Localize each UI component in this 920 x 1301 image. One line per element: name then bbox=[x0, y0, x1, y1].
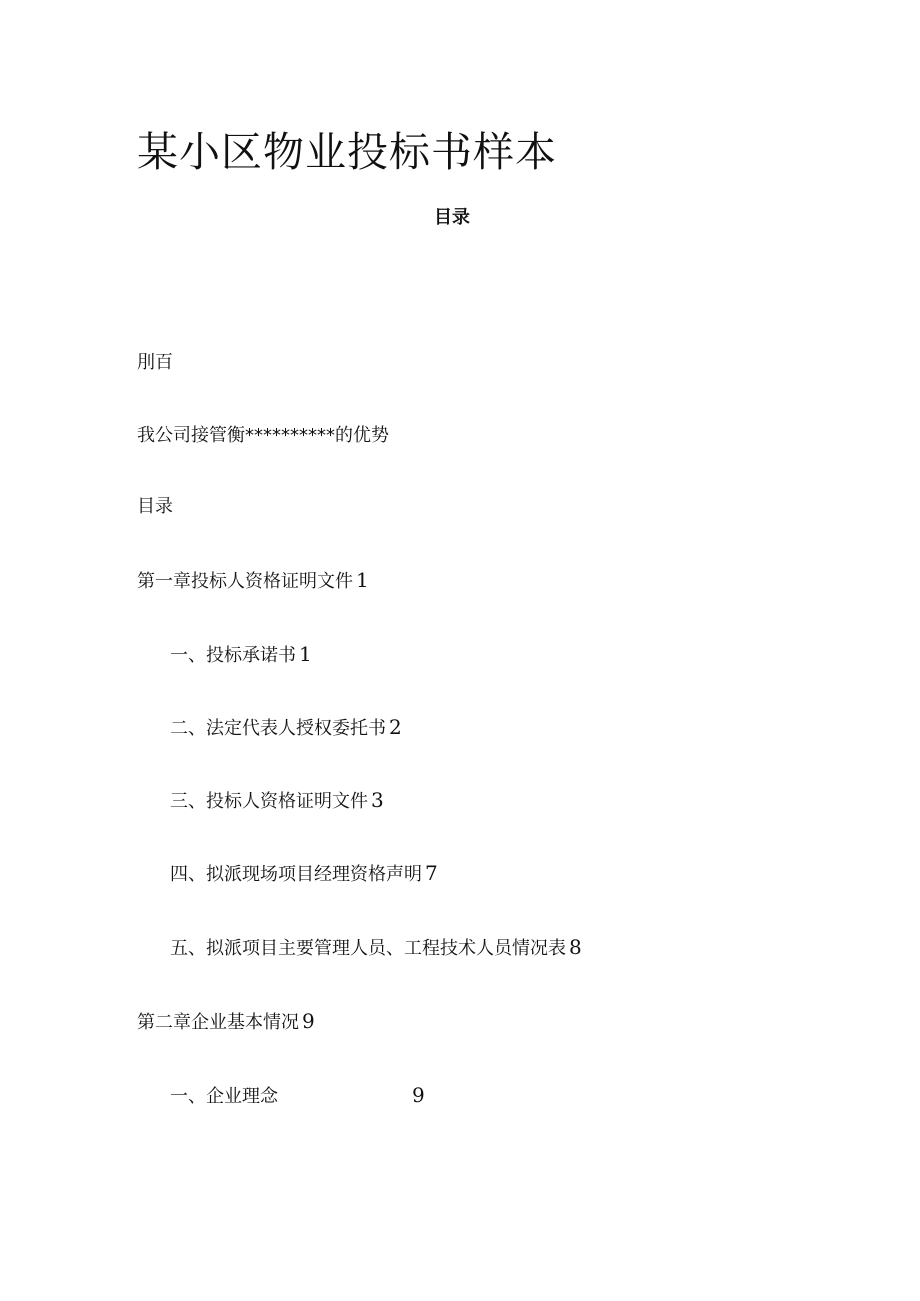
toc-entry-contents bbox=[137, 494, 173, 520]
toc-entry-text: 四、拟派现场项目经理资格声明 bbox=[170, 864, 422, 885]
toc-entry-text: 二、法定代表人授权委托书 bbox=[170, 718, 386, 739]
toc-page-number: 8 bbox=[569, 935, 582, 959]
toc-heading: 目录 bbox=[434, 207, 470, 228]
toc-page-number: 1 bbox=[356, 568, 369, 592]
toc-entry-text: 目录 bbox=[137, 496, 173, 517]
toc-entry-1-2 bbox=[170, 714, 402, 742]
toc-entry-chapter-1 bbox=[137, 567, 369, 595]
toc-page-number: 1 bbox=[299, 642, 312, 666]
toc-entry-text: 第一章投标人资格证明文件 bbox=[137, 571, 353, 592]
toc-entry-2-1 bbox=[170, 1082, 425, 1110]
toc-entry-chapter-2 bbox=[137, 1008, 315, 1036]
toc-entry-advantage bbox=[137, 423, 389, 449]
toc-entry-1-1 bbox=[170, 641, 312, 669]
document-title: 某小区物业投标书样本 bbox=[137, 128, 557, 176]
toc-entry-text: 三、投标人资格证明文件 bbox=[170, 791, 368, 812]
toc-entry-text: 刖百 bbox=[137, 352, 173, 373]
toc-entry-1-5 bbox=[170, 934, 582, 962]
toc-page-number: 9 bbox=[302, 1009, 315, 1033]
toc-page-number: 2 bbox=[389, 715, 402, 739]
toc-page-number: 7 bbox=[425, 861, 438, 885]
toc-page-number: 9 bbox=[412, 1083, 425, 1107]
toc-entry-text: 第二章企业基本情况 bbox=[137, 1012, 299, 1033]
toc-entry-1-4 bbox=[170, 860, 438, 888]
toc-entry-preface bbox=[137, 350, 173, 376]
toc-entry-text: 五、拟派项目主要管理人员、工程技术人员情况表 bbox=[170, 938, 566, 959]
toc-page-number: 3 bbox=[371, 788, 384, 812]
toc-entry-text: 我公司接管衡**********的优势 bbox=[137, 425, 389, 446]
toc-entry-1-3 bbox=[170, 787, 384, 815]
toc-entry-text: 一、投标承诺书 bbox=[170, 645, 296, 666]
toc-entry-text: 一、企业理念 bbox=[170, 1086, 278, 1107]
